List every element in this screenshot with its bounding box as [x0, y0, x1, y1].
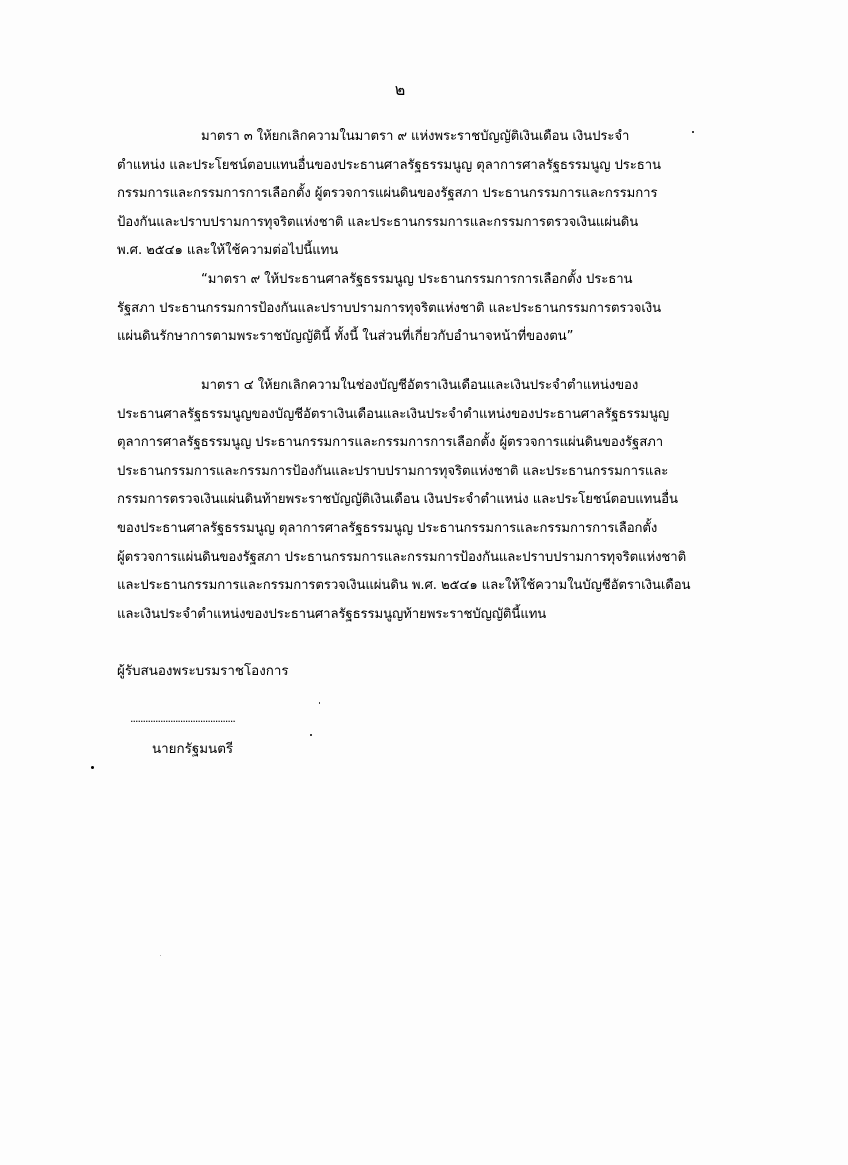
section-4-line: ตุลาการศาลรัฐธรรมนูญ ประธานกรรมการและกรรมการการเลือกตั้ง ผู้ตรวจการแผ่นดินของรัฐสภา [117, 435, 664, 451]
section-4-line: และเงินประจำตำแหน่งของประธานศาลรัฐธรรมนูญท้ายพระราชบัญญัตินี้แทน [117, 606, 547, 622]
section-3-quote-line: รัฐสภา ประธานกรรมการป้องกันและปราบปรามการทุจริตแห่งชาติ และประธานกรรมการตรวจเงิน [117, 300, 662, 316]
section-4 [0, 372, 690, 629]
section-4-line: และประธานกรรมการและกรรมการตรวจเงินแผ่นดิน พ.ศ. ๒๕๔๑ และให้ใช้ความในบัญชีอัตราเงินเดือน [117, 578, 691, 594]
section-4-line: มาตรา ๔ ให้ยกเลิกความในช่องบัญชีอัตราเงินเดือนและเงินประจำตำแหน่งของ [201, 378, 639, 393]
section-4-line: ประธานศาลรัฐธรรมนูญของบัญชีอัตราเงินเดือนและเงินประจำตำแหน่งของประธานศาลรัฐธรรมนูญ [117, 406, 670, 422]
scan-speck [310, 734, 312, 736]
section-3-line: กรรมการและกรรมการการเลือกตั้ง ผู้ตรวจการแผ่นดินของรัฐสภา ประธานกรรมการและกรรมการ [117, 186, 658, 202]
scan-speck [692, 131, 694, 133]
scan-speck [91, 766, 94, 769]
countersign-label: ผู้รับสนองพระบรมราชโองการ [117, 664, 289, 679]
section-4-line: ผู้ตรวจการแผ่นดินของรัฐสภา ประธานกรรมการและกรรมการป้องกันและปราบปรามการทุจริตแห่งชาติ [117, 549, 687, 565]
page-number: ๒ [394, 80, 406, 99]
scan-speck [160, 955, 161, 956]
section-4-line: กรรมการตรวจเงินแผ่นดินท้ายพระราชบัญญัติเงินเดือน เงินประจำตำแหน่ง และประโยชน์ตอบแทนอื่น [117, 492, 678, 508]
section-3 [0, 123, 661, 352]
section-3-line: ป้องกันและปราบปรามการทุจริตแห่งชาติ และประธานกรรมการและกรรมการตรวจเงินแผ่นดิน [117, 214, 639, 230]
prime-minister-title: นายกรัฐมนตรี [152, 742, 234, 757]
section-3-line: ตำแหน่ง และประโยชน์ตอบแทนอื่นของประธานศาลรัฐธรรมนูญ ตุลาการศาลรัฐธรรมนูญ ประธาน [117, 157, 661, 173]
section-4-line: ประธานกรรมการและกรรมการป้องกันและปราบปรามการทุจริตแห่งชาติ และประธานกรรมการและ [117, 463, 669, 479]
section-4-line: ของประธานศาลรัฐธรรมนูญ ตุลาการศาลรัฐธรรมนูญ ประธานกรรมการและกรรมการการเลือกตั้ง [117, 520, 658, 536]
section-3-quote-line: แผ่นดินรักษาการตามพระราชบัญญัตินี้ ทั้งนี้ ในส่วนที่เกี่ยวกับอำนาจหน้าที่ของตน” [117, 329, 574, 345]
section-3-line: มาตรา ๓ ให้ยกเลิกความในมาตรา ๙ แห่งพระราชบัญญัติเงินเดือน เงินประจำ [201, 129, 630, 144]
section-3-quote-line: “มาตรา ๙ ให้ประธานศาลรัฐธรรมนูญ ประธานกรรมการการเลือกตั้ง ประธาน [201, 271, 633, 287]
scan-speck [319, 702, 320, 704]
section-3-line: พ.ศ. ๒๕๔๑ และให้ใช้ความต่อไปนี้แทน [117, 243, 339, 259]
signature-dotted-line: .......................................... [130, 712, 235, 725]
